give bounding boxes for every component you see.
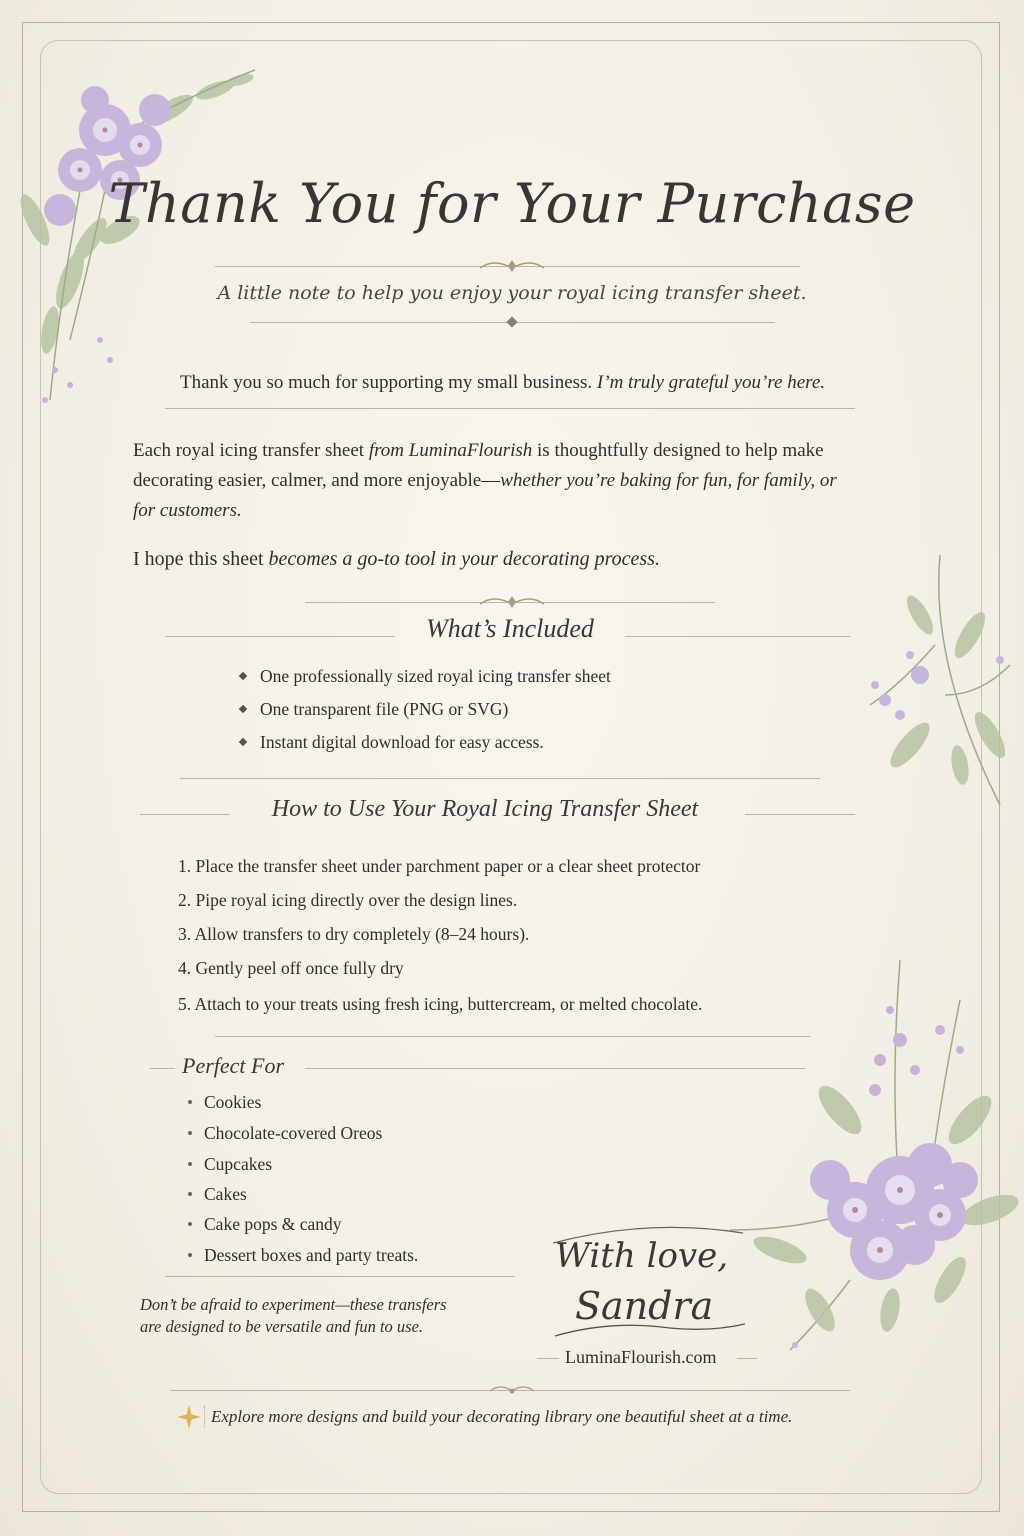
perfect-for-item	[188, 1123, 418, 1154]
intro-divider	[165, 408, 855, 409]
perfect-for-text: Cookies	[204, 1092, 262, 1112]
footer-text: Explore more designs and build your decorating library one beautiful sheet at a time.	[211, 1407, 793, 1426]
included-item	[240, 732, 611, 765]
hope-paragraph	[133, 544, 660, 574]
body-text: is thoughtfully designed to help make	[537, 440, 824, 461]
bullet-dot-icon	[188, 1100, 192, 1104]
heading-rule-left	[140, 814, 230, 815]
flourish-icon	[486, 1381, 538, 1399]
intro-gratitude: I’m truly grateful you’re here.	[596, 372, 826, 393]
website-rule-right	[737, 1358, 757, 1359]
bullet-dot-icon	[188, 1162, 192, 1166]
body-line-3	[133, 496, 873, 526]
floral-corner-bottom-right-icon	[700, 940, 1024, 1360]
included-item-text: One transparent file (PNG or SVG)	[260, 699, 509, 719]
included-item-text: One professionally sized royal icing transfer sheet	[260, 666, 611, 686]
bullet-dot-icon	[188, 1253, 192, 1257]
note-divider	[165, 1276, 515, 1277]
heading-rule-right	[625, 636, 850, 637]
hope-italic: becomes a go-to tool in your decorating process.	[268, 548, 660, 570]
bullet-dot-icon	[188, 1131, 192, 1135]
body-paragraph	[133, 436, 873, 526]
page-title: Thank You for Your Purchase	[108, 172, 916, 235]
perfect-for-heading: Perfect For	[182, 1053, 285, 1078]
howto-step: 4. Gently peel off once fully dry	[178, 958, 404, 978]
perfect-for-list	[188, 1092, 418, 1275]
body-line-2	[133, 466, 873, 496]
howto-heading: How to Use Your Royal Icing Transfer Sheet	[271, 796, 699, 822]
sparkle-icon	[176, 1404, 202, 1430]
included-item-text: Instant digital download for easy access.	[260, 732, 544, 752]
section-divider	[215, 1036, 810, 1037]
howto-step: 2. Pipe royal icing directly over the design lines.	[178, 890, 518, 910]
bullet-diamond-icon	[239, 738, 247, 746]
howto-step: 1. Place the transfer sheet under parchment paper or a clear sheet protector	[178, 856, 701, 876]
intro-text: Thank you so much for supporting my small business.	[180, 372, 593, 393]
perfect-for-text: Dessert boxes and party treats.	[204, 1245, 419, 1265]
perfect-for-text: Cakes	[204, 1184, 247, 1204]
sparkle-divider	[204, 1406, 207, 1428]
body-text: Each royal icing transfer sheet	[133, 440, 365, 461]
perfect-for-text: Cake pops & candy	[204, 1214, 342, 1234]
experiment-note-line: Don’t be afraid to experiment—these transfers	[140, 1295, 447, 1314]
included-item	[240, 666, 611, 699]
included-heading: What’s Included	[426, 614, 594, 643]
perfect-for-item	[188, 1184, 418, 1214]
body-text: decorating easier, calmer, and more enjoyable—	[133, 470, 501, 491]
perfect-for-item	[188, 1092, 418, 1123]
bullet-diamond-icon	[239, 705, 247, 713]
body-italic: whether you’re baking for fun, for family, or	[500, 470, 837, 491]
bullet-diamond-icon	[239, 672, 247, 680]
bullet-dot-icon	[188, 1192, 192, 1196]
included-list	[240, 666, 611, 765]
howto-steps	[178, 856, 702, 1028]
perfect-for-text: Chocolate-covered Oreos	[204, 1123, 383, 1143]
signature-name: Sandra	[575, 1284, 714, 1328]
hope-text: I hope this sheet	[133, 548, 264, 570]
perfect-for-text: Cupcakes	[204, 1154, 273, 1174]
heading-rule-right	[745, 814, 855, 815]
signature-underline-icon	[550, 1318, 750, 1342]
experiment-note	[140, 1294, 447, 1338]
intro-line	[180, 368, 825, 398]
howto-step: 3. Allow transfers to dry completely (8–24 hours).	[178, 924, 530, 944]
section-divider	[180, 778, 820, 779]
floral-sprig-right-icon	[850, 545, 1020, 825]
included-item	[240, 699, 611, 732]
website-link[interactable]: LuminaFlourish.com	[565, 1347, 717, 1367]
experiment-note-line: are designed to be versatile and fun to use.	[140, 1317, 424, 1336]
flourish-icon	[476, 592, 548, 612]
perfect-for-item	[188, 1214, 418, 1245]
heading-rule-right	[305, 1068, 805, 1069]
perfect-for-item	[188, 1154, 418, 1184]
perfect-for-item	[188, 1245, 418, 1275]
website-rule-left	[537, 1358, 559, 1359]
bullet-dot-icon	[188, 1222, 192, 1226]
body-italic: for customers.	[133, 500, 242, 521]
signature-closing: With love,	[555, 1236, 729, 1276]
subtitle: A little note to help you enjoy your royal icing transfer sheet.	[217, 282, 807, 304]
heading-rule-left	[150, 1068, 175, 1069]
howto-step: 5. Attach to your treats using fresh icing, buttercream, or melted chocolate.	[178, 994, 703, 1014]
body-line-1	[133, 436, 873, 466]
heading-rule-left	[165, 636, 395, 637]
flourish-icon	[476, 256, 548, 276]
body-brand: from LuminaFlourish	[368, 440, 533, 461]
